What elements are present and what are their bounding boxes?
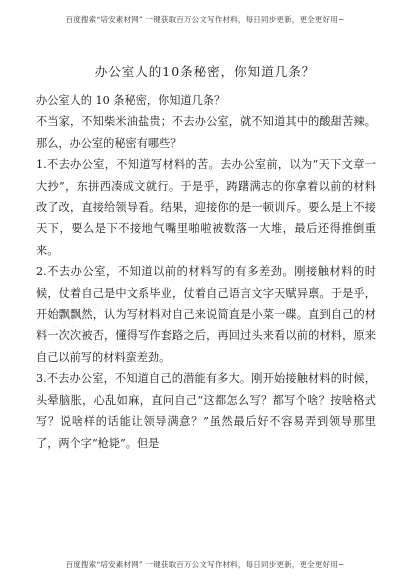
paragraph: 办公室人的 10 条秘密，你知道几条？ [36,94,226,107]
document-body [36,90,376,454]
document-title: 办公室人的10条秘密，你知道几条？ [94,64,316,79]
paragraph: 1.不去办公室，不知道写材料的苦。去办公室前，以为“天下文章一大抄”，东拼西凑成文就行。于是乎，踌躇满志的你拿着以前的材料改了改，直接给领导看。结果，迎接你的是一顿训斥。要么是上不接天下，要么是下不接地气嘴里啪啦被数落一大堆，最后还得推倒重来。 [36,158,376,257]
paragraph: 不当家，不知柴米油盐贵；不去办公室，就不知道其中的酸甜苦辣。那么，办公室的秘密有哪些？ [36,115,376,150]
page-footer: 百度搜索“培安素材网” 一键获取百万公文写作材料，每日同步更新，更全更好用~ [65,560,345,569]
paragraph: 2.不去办公室，不知道以前的材料写的有多差劲。刚接触材料的时候，仗着自己是中文系毕业，仗着自己语言文字天赋异禀。于是乎，开始飘飘然，认为写材料对自己来说简直是小菜一碟。直到自己的材料一次次被否，懂得写作套路之后，再回过头来看以前的材料，原来自己以前写的材料蛮差劲。 [36,265,376,364]
page-header: 百度搜索“培安素材网” 一键获取百万公文写作材料，每日同步更新，更全更好用~ [65,15,345,24]
paragraph: 3.不去办公室，不知道自己的潜能有多大。刚开始接触材料的时候，头晕脑胀，心乱如麻，直问自己“这都怎么写？都写个啥？按啥格式写？说啥样的话能让领导满意？”虽然最后好不容易弄到领导那里了，两个字“枪毙”。但是 [36,372,376,450]
